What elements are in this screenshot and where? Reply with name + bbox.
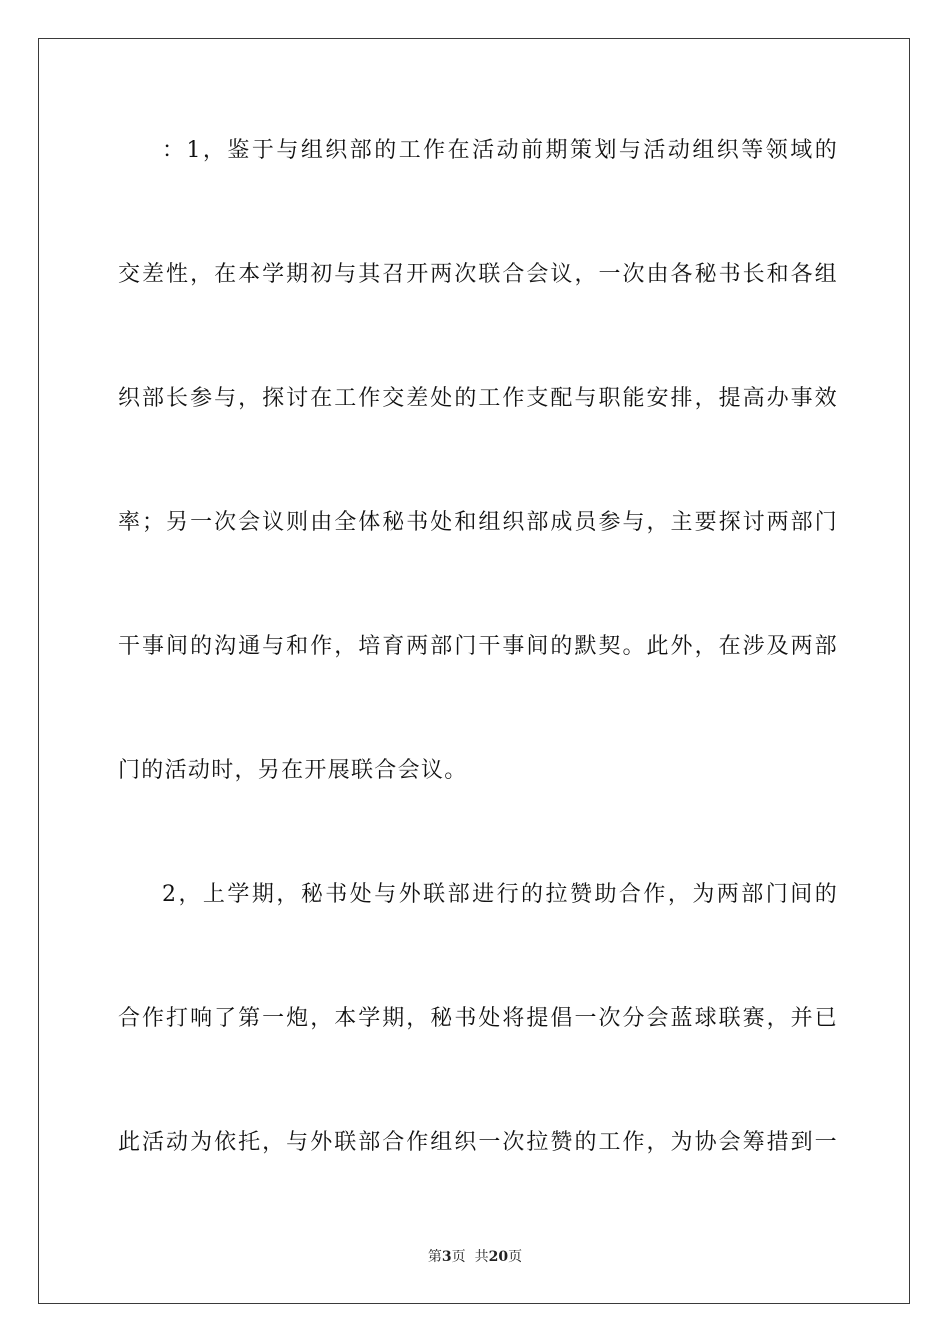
paragraph-1-line-5: 干事间的沟通与和作，培育两部门干事间的默契。此外，在涉及两部 — [118, 634, 838, 659]
page-border — [38, 38, 910, 1304]
paragraph-1-line-2: 交差性，在本学期初与其召开两次联合会议，一次由各秘书长和各组 — [118, 262, 838, 287]
paragraph-2-line-2: 合作打响了第一炮，本学期，秘书处将提倡一次分会蓝球联赛，并已 — [118, 1006, 838, 1031]
footer-total-pages: 20 — [488, 1249, 509, 1265]
paragraph-1-line-1: ：1，鉴于与组织部的工作在活动前期策划与活动组织等领域的 — [162, 138, 838, 163]
footer-mid: 页 共 — [451, 1249, 489, 1265]
footer-current-page: 3 — [441, 1249, 452, 1265]
paragraph-2-line-1: 2，上学期，秘书处与外联部进行的拉赞助合作，为两部门间的 — [162, 882, 838, 907]
paragraph-2-line-3: 此活动为依托，与外联部合作组织一次拉赞的工作，为协会筹措到一 — [118, 1130, 838, 1155]
footer-suffix: 页 — [508, 1249, 523, 1265]
page-footer — [0, 1246, 950, 1266]
footer-prefix: 第 — [427, 1249, 442, 1265]
paragraph-1-line-3: 织部长参与，探讨在工作交差处的工作支配与职能安排，提高办事效 — [118, 386, 838, 411]
paragraph-1-line-4: 率；另一次会议则由全体秘书处和组织部成员参与，主要探讨两部门 — [118, 510, 838, 535]
paragraph-1-line-6: 门的活动时，另在开展联合会议。 — [118, 758, 468, 783]
